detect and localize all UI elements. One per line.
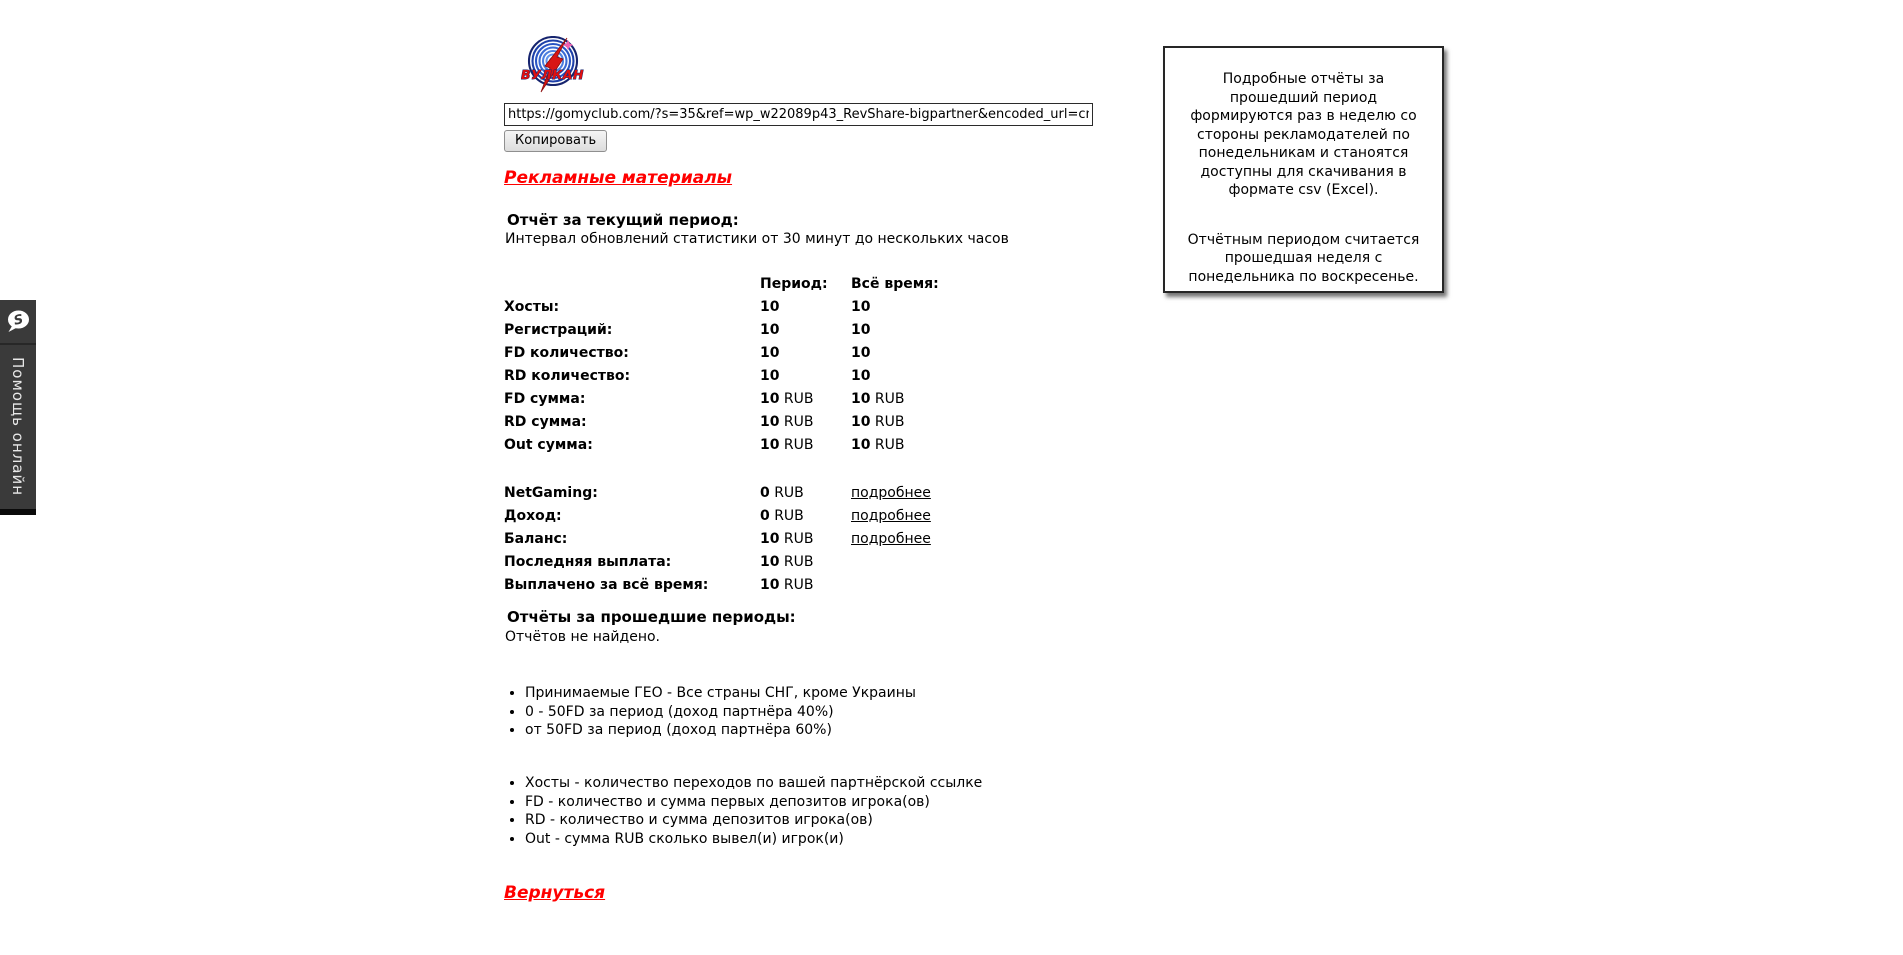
list-item: • RD - количество и сумма депозитов игрока(ов) <box>525 811 982 830</box>
list-item: • от 50FD за период (доход партнёра 60%) <box>525 721 916 740</box>
chat-online-help-label: Помощь онлайн <box>9 357 27 497</box>
details-link[interactable]: подробнее <box>851 530 931 547</box>
details-link[interactable]: подробнее <box>851 507 931 524</box>
table-row: Хосты: 10 10 <box>504 298 871 315</box>
table-row: Баланс: 10 RUB подробнее <box>504 530 931 547</box>
info-paragraph: Подробные отчёты за прошедший период формируются раз в неделю со стороны рекламодателей по понедельникам и станоятся доступны для скачивания в формате csv (Excel). <box>1190 71 1417 198</box>
table-row: Последняя выплата: 10 RUB <box>504 553 814 570</box>
svg-text:S: S <box>12 311 25 329</box>
logo-wordmark: ВУЛКАН <box>521 67 584 82</box>
chat-open-button[interactable] <box>0 300 36 345</box>
definitions-list <box>504 774 982 848</box>
column-period: Период: <box>760 275 828 292</box>
chat-widget-bottom-strip <box>0 509 36 515</box>
list-item: • 0 - 50FD за период (доход партнёра 40%) <box>525 703 916 722</box>
details-link[interactable]: подробнее <box>851 484 931 501</box>
update-interval-note: Интервал обновлений статистики от 30 минут до нескольких часов <box>505 231 1009 247</box>
current-period-heading: Отчёт за текущий период: <box>507 211 739 229</box>
weekly-reports-info-box <box>1163 46 1444 293</box>
table-row: Out сумма: 10 RUB 10 RUB <box>504 436 905 453</box>
chat-online-help-tab[interactable] <box>0 345 36 509</box>
table-row: RD количество: 10 10 <box>504 367 871 384</box>
column-all-time: Всё время: <box>851 275 939 292</box>
past-periods-heading: Отчёты за прошедшие периоды: <box>507 608 796 626</box>
info-paragraph: Отчётным периодом считается прошедшая неделя с понедельника по воскресенье. <box>1187 231 1420 285</box>
stats-table <box>504 272 984 596</box>
promo-materials-link[interactable]: Рекламные материалы <box>504 168 733 188</box>
back-link[interactable]: Вернуться <box>504 883 606 903</box>
table-row: RD сумма: 10 RUB 10 RUB <box>504 413 905 430</box>
table-row: FD количество: 10 10 <box>504 344 871 361</box>
list-item: • Принимаемые ГЕО - Все страны СНГ, кроме Украины <box>525 684 916 703</box>
past-periods-empty-text: Отчётов не найдено. <box>505 629 660 645</box>
chat-bubble-icon <box>5 309 31 335</box>
geo-and-tiers-list <box>504 684 916 740</box>
table-row: NetGaming: 0 RUB подробнее <box>504 484 931 501</box>
table-row: Доход: 0 RUB подробнее <box>504 507 931 524</box>
table-row: FD сумма: 10 RUB 10 RUB <box>504 390 905 407</box>
list-item: • FD - количество и сумма первых депозитов игрока(ов) <box>525 793 982 812</box>
list-item: • Out - сумма RUB сколько вывел(и) игрок(и) <box>525 830 982 849</box>
table-row: Выплачено за всё время: 10 RUB <box>504 576 814 593</box>
stats-header-row <box>504 272 984 295</box>
copy-button[interactable]: Копировать <box>504 130 607 152</box>
list-item: • Хосты - количество переходов по вашей партнёрской ссылке <box>525 774 982 793</box>
table-row: Регистраций: 10 10 <box>504 321 871 338</box>
chat-widget <box>0 300 36 515</box>
vulkan-logo <box>521 36 584 98</box>
referral-url-input[interactable] <box>504 103 1093 126</box>
